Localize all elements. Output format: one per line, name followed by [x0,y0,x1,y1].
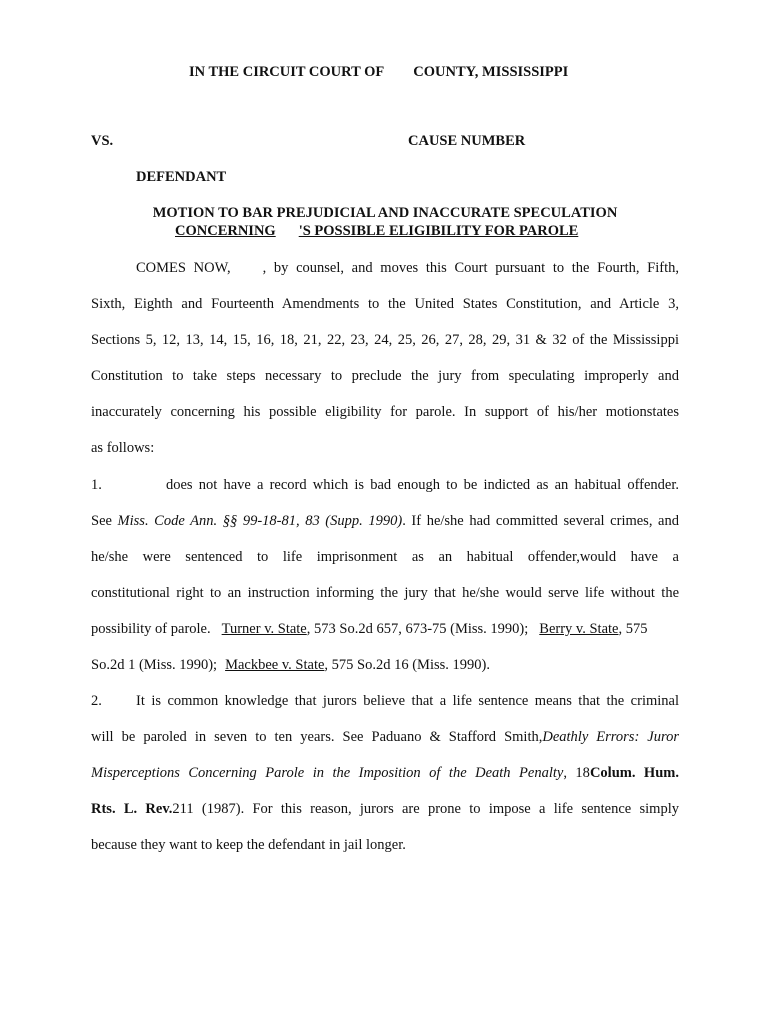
intro-line-5-b: states [646,404,679,420]
para1-number: 1. [91,477,102,493]
motion-title-line2 [175,223,578,240]
para1-line-5-c: , 575 [618,621,648,637]
para1-line-5-a: possibility of parole. [91,621,211,637]
motion-title-line1: MOTION TO BAR PREJUDICIAL AND INACCURATE SPECULATION [152,205,618,221]
para2-line-5: because they want to keep the defendant in jail longer. [91,837,406,853]
intro-line-6: as follows: [91,440,155,456]
para2-line-2-a: will be paroled in seven to ten years. See Paduano & Stafford Smith, [91,729,543,745]
para2-line-4-a: 211 (1987). For this reason, jurors are prone to impose a life sentence simply [172,801,679,817]
intro-line-5-a: inaccurately concerning his possible eligibility for parole. In support of his/her motion [91,404,647,420]
para1-line-6-b: , 575 So.2d 16 (Miss. 1990). [324,657,490,673]
intro-line-5 [91,404,679,421]
para1-line-5 [91,621,679,638]
motion-title-line2-b: 'S POSSIBLE ELIGIBILITY FOR PAROLE [298,223,579,239]
defendant-label: DEFENDANT [136,169,227,185]
para1-line-3-b: would have a [579,549,679,565]
intro-line-3: Sections 5, 12, 13, 14, 15, 16, 18, 21, 22, 23, 24, 25, 26, 27, 28, 29, 31 & 32 of the Mississippi [91,332,679,348]
case-cite-mackbee: Mackbee v. State [225,657,325,673]
intro-line-2: Sixth, Eighth and Fourteenth Amendments to the United States Constitution, and Article 3, [91,296,679,312]
intro-line-1-b: , by counsel, and moves this Court pursuant to the Fourth, Fifth, [262,260,679,276]
article-title-part2: Misperceptions Concerning Parole in the Imposition of the Death Penalty [91,765,564,781]
court-heading-right: COUNTY, MISSISSIPPI [413,64,569,80]
para1-line-4: constitutional right to an instruction informing the jury that he/she would serve life without the [91,585,679,601]
court-heading [189,64,568,81]
para1-line-3-a: he/she were sentenced to life imprisonment as an habitual offender, [91,549,580,565]
intro-line-4: Constitution to take steps necessary to preclude the jury from speculating improperly and [91,368,679,384]
case-cite-berry: Berry v. State [539,621,619,637]
para1-line-6 [91,657,490,674]
intro-line-1 [136,260,679,277]
para2-line-3 [91,765,679,782]
para2-line-1: It is common knowledge that jurors believe that a life sentence means that the criminal [136,693,679,709]
para1-line-6-a: So.2d 1 (Miss. 1990); [91,657,218,673]
case-cite-turner: Turner v. State [221,621,307,637]
para1-see: See [91,513,112,529]
para1-line-5-b: , 573 So.2d 657, 673-75 (Miss. 1990); [306,621,529,637]
para1-line-2-b: . If he/she had committed several crimes, and [402,513,679,529]
cause-number-label: CAUSE NUMBER [408,133,526,149]
versus-label: VS. [91,133,114,149]
court-heading-left: IN THE CIRCUIT COURT OF [189,64,385,80]
motion-title-line2-a: CONCERNING [175,223,276,239]
para2-number: 2. [91,693,102,709]
journal-name-part1: Colum. Hum. [589,765,679,781]
para1-line-2 [91,513,679,530]
para1-statute-cite: Miss. Code Ann. §§ 99-18-81, 83 (Supp. 1990) [117,513,403,529]
para2-line-3-a: , 18 [563,765,590,781]
journal-name-part2: Rts. L. Rev. [91,801,173,817]
intro-line-1-a: COMES NOW, [136,260,231,276]
para2-line-4 [91,801,679,818]
para2-line-2 [91,729,679,746]
para1-line-3 [91,549,679,566]
para1-line-1: does not have a record which is bad enough to be indicted as an habitual offender. [166,477,679,493]
article-title-part1: Deathly Errors: Juror [542,729,679,745]
